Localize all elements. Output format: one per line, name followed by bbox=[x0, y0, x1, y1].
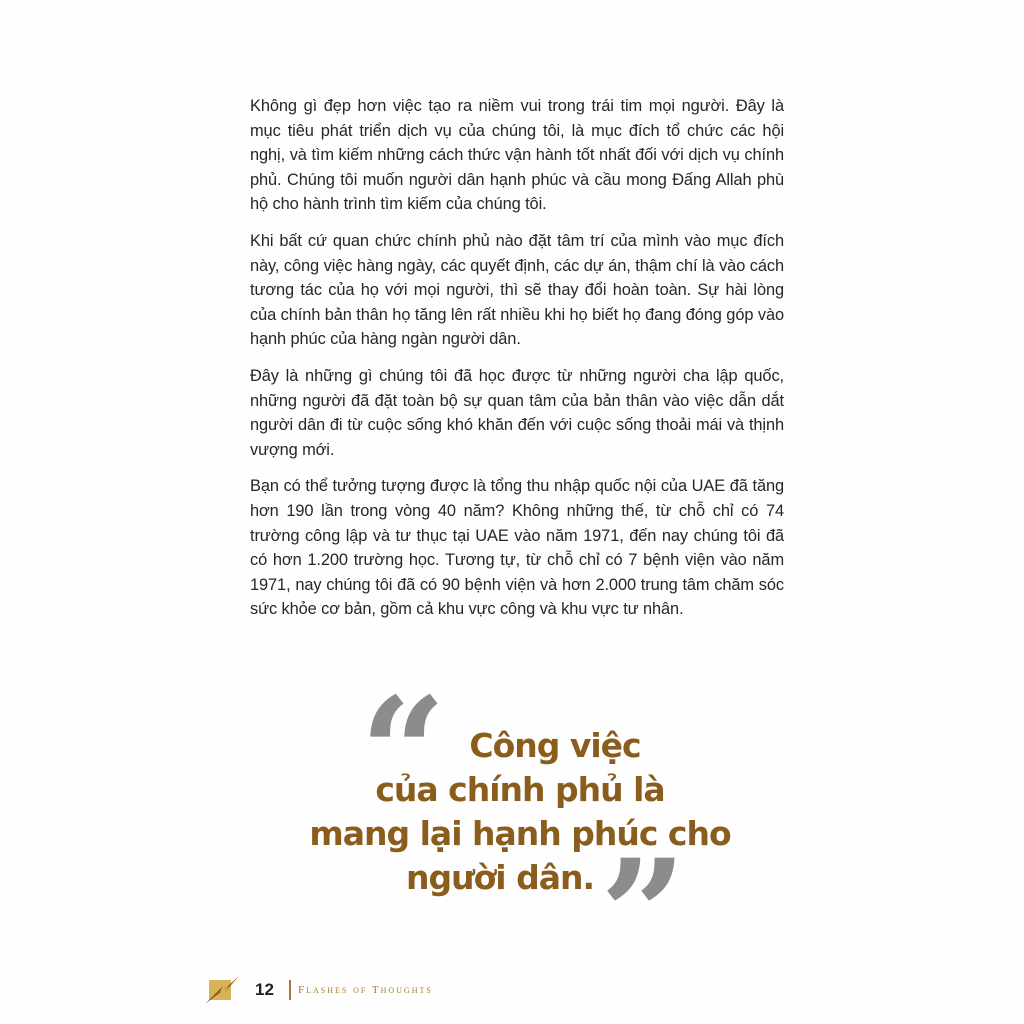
paragraph-4: Bạn có thể tưởng tượng được là tổng thu nhập quốc nội của UAE đã tăng hơn 190 lần trong vòng 40 năm? Không những thế, từ chỗ chỉ có 74 trường công lập và tư thục tại UAE vào năm 1971, đến nay chúng tôi đã có hơn 1.200 trường học. Tương tự, từ chỗ chỉ có 7 bệnh viện vào năm 1971, nay chúng tôi đã có 90 bệnh viện và hơn 2.000 trung tâm chăm sóc sức khỏe cơ bản, gồm cả khu vực công và khu vực tư nhân. bbox=[250, 477, 784, 619]
running-title: Flashes of Thoughts bbox=[298, 984, 433, 996]
paragraph-2: Khi bất cứ quan chức chính phủ nào đặt tâm trí của mình vào mục đích này, công việc hàng ngày, các quyết định, các dự án, thậm chí là vào cách tương tác của họ với mọi người, thì sẽ thay đổi hoàn toàn. Sự hài lòng của chính bản thân họ tăng lên rất nhiều khi họ biết họ đang đóng góp vào hạnh phúc của hàng ngàn người dân. bbox=[250, 231, 784, 349]
open-quote-mark: “ bbox=[360, 665, 447, 841]
footer-divider bbox=[289, 980, 291, 1000]
paragraph-1: Không gì đẹp hơn việc tạo ra niềm vui trong trái tim mọi người. Đây là mục tiêu phát triển dịch vụ của chúng tôi, là mục đích tổ chức các hội nghị, và tìm kiếm những cách thức vận hành tốt nhất đối với dịch vụ chính phủ. Chúng tôi muốn người dân hạnh phúc và cầu mong Đấng Allah phù hộ cho hành trình tìm kiếm của chúng tôi. bbox=[250, 97, 784, 214]
page-number: 12 bbox=[255, 980, 274, 999]
body-text bbox=[250, 94, 784, 634]
lightning-ornament-icon bbox=[203, 972, 243, 1006]
pull-quote-line-2: của chính phủ là bbox=[375, 770, 665, 809]
pull-quote-line-4: người dân. bbox=[406, 858, 594, 897]
close-quote-mark: ” bbox=[600, 827, 687, 1003]
pull-quote-line-1: Công việc bbox=[469, 726, 641, 765]
page-footer bbox=[203, 972, 603, 1008]
pull-quote-line-3: mang lại hạnh phúc cho bbox=[309, 814, 731, 853]
paragraph-3: Đây là những gì chúng tôi đã học được từ những người cha lập quốc, những người đã đặt toàn bộ sự quan tâm của bản thân vào việc dẫn dắt người dân đi từ cuộc sống khó khăn đến với cuộc sống thoải mái và thịnh vượng mới. bbox=[250, 366, 784, 459]
